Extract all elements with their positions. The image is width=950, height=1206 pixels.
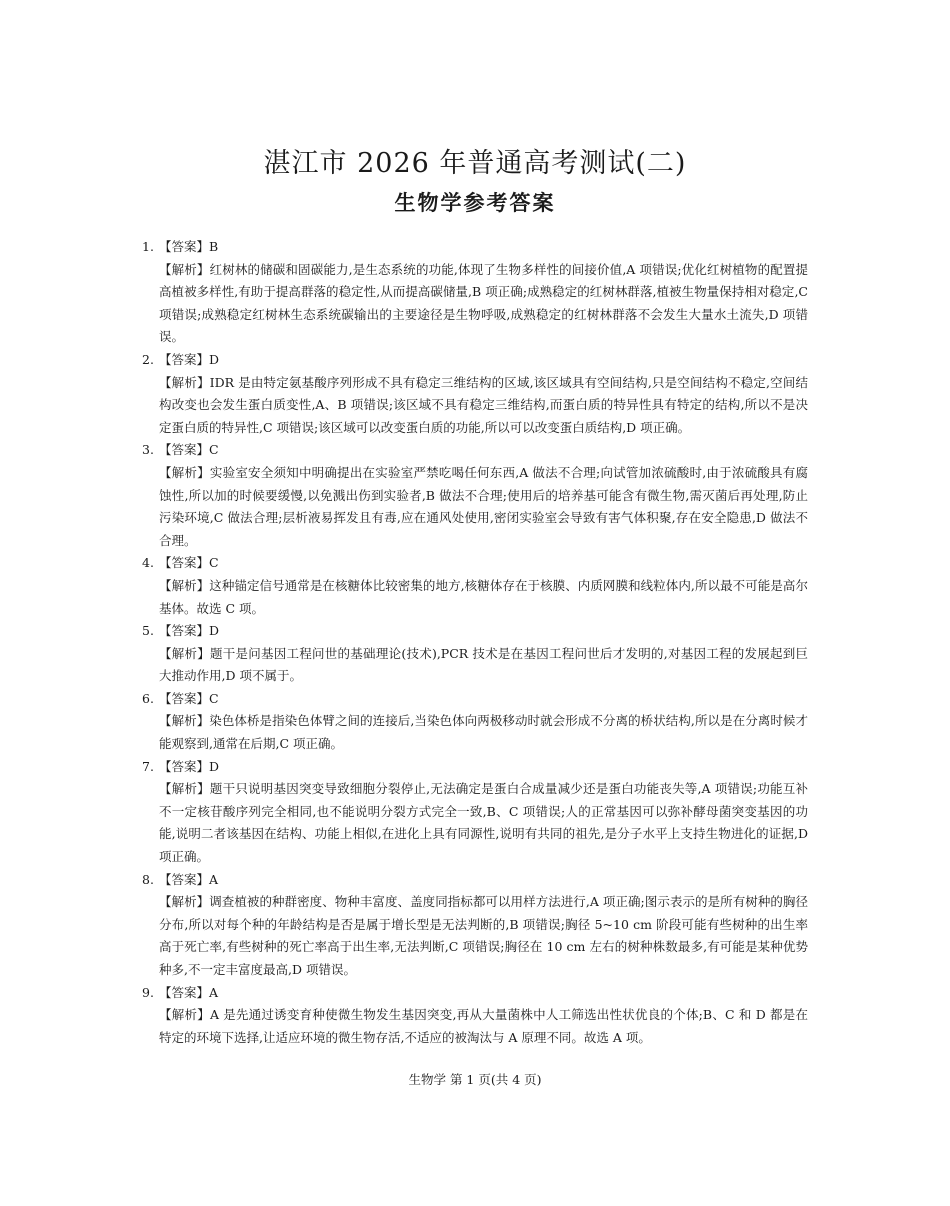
answer-text: 【答案】D bbox=[159, 623, 220, 639]
question-number: 5. bbox=[142, 623, 154, 639]
answer-text: 【答案】A bbox=[159, 871, 219, 887]
question-item-9 bbox=[142, 982, 808, 1050]
page-title: 湛江市 2026 年普通高考测试(二) bbox=[263, 148, 687, 179]
question-item-6 bbox=[142, 688, 808, 756]
question-item-2 bbox=[142, 349, 808, 439]
question-answer-list bbox=[142, 236, 808, 1049]
question-item-1 bbox=[142, 236, 808, 349]
question-item-4 bbox=[142, 552, 808, 620]
question-number: 1. bbox=[142, 239, 154, 254]
question-item-7 bbox=[142, 756, 808, 869]
answer-text: 【答案】C bbox=[159, 442, 219, 458]
question-item-8 bbox=[142, 869, 808, 982]
analysis-text: 【解析】题干只说明基因突变导致细胞分裂停止,无法确定是蛋白合成量减少还是蛋白功能丧失等,A 项错误;功能互补不一定核苷酸序列完全相同,也不能说明分裂方式完全一致,B、C 项错误;人的正常基因可以弥补酵母菌突变基因的功能,说明二者该基因在结构、功能上相似,在进化上具有同源性,说明有共同的祖先,是分子水平上支持生物进化的证据,D 项正确。 bbox=[159, 781, 808, 865]
analysis-text: 【解析】这种锚定信号通常是在核糖体比较密集的地方,核糖体存在于核膜、内质网膜和线粒体内,所以最不可能是高尔基体。故选 C 项。 bbox=[159, 577, 808, 616]
answer-text: 【答案】A bbox=[159, 984, 219, 1000]
page-subtitle: 生物学参考答案 bbox=[394, 191, 556, 215]
question-number: 7. bbox=[142, 758, 154, 774]
question-number: 6. bbox=[142, 690, 154, 706]
analysis-text: 【解析】IDR 是由特定氨基酸序列形成不具有稳定三维结构的区域,该区域具有空间结构,只是空间结构不稳定,空间结构改变也会发生蛋白质变性,A、B 项错误;该区域不具有稳定三维结构,而蛋白质的特异性具有特定的结构,所以不是决定蛋白质的特异性,C 项错误;该区域可以改变蛋白质的功能,所以可以改变蛋白质结构,D 项正确。 bbox=[159, 374, 808, 435]
question-number: 3. bbox=[142, 442, 154, 458]
analysis-text: 【解析】调查植被的种群密度、物种丰富度、盖度同指标都可以用样方法进行,A 项正确;图示表示的是所有树种的胸径分布,所以对每个种的年龄结构是否是属于增长型是无法判断的,B 项错误;胸径 5~10 cm 阶段可能有些树种的出生率高于死亡率,有些树种的死亡率高于出生率,无法判断,C 项错误;胸径在 10 cm 左右的树种株数最多,有可能是某种优势种多,不一定丰富度最高,D 项错误。 bbox=[159, 894, 808, 977]
question-number: 4. bbox=[142, 555, 154, 571]
answer-text: 【答案】C bbox=[159, 690, 219, 706]
analysis-text: 【解析】实验室安全须知中明确提出在实验室严禁吃喝任何东西,A 做法不合理;向试管加浓硫酸时,由于浓硫酸具有腐蚀性,所以加的时候要缓慢,以免溅出伤到实验者,B 做法不合理;使用后的培养基可能含有微生物,需灭菌后再处理,防止污染环境,C 做法合理;层析液易挥发且有毒,应在通风处使用,密闭实验室会导致有害气体积聚,存在安全隐患,D 做法不合理。 bbox=[159, 464, 808, 548]
answer-text: 【答案】B bbox=[159, 239, 219, 254]
question-number: 8. bbox=[142, 871, 154, 887]
page-footer: 生物学 第 1 页(共 4 页) bbox=[408, 1072, 542, 1087]
analysis-text: 【解析】染色体桥是指染色体臂之间的连接后,当染色体向两极移动时就会形成不分离的桥状结构,所以是在分离时候才能观察到,通常在后期,C 项正确。 bbox=[159, 713, 808, 752]
analysis-text: 【解析】题干是问基因工程问世的基础理论(技术),PCR 技术是在基因工程问世后才发明的,对基因工程的发展起到巨大推动作用,D 项不属于。 bbox=[159, 645, 808, 684]
question-number: 2. bbox=[142, 351, 154, 367]
answer-text: 【答案】C bbox=[159, 555, 219, 571]
question-number: 9. bbox=[142, 984, 154, 1000]
answer-text: 【答案】D bbox=[159, 351, 220, 367]
analysis-text: 【解析】A 是先通过诱变育种使微生物发生基因突变,再从大量菌株中人工筛选出性状优良的个体;B、C 和 D 都是在特定的环境下选择,让适应环境的微生物存活,不适应的被淘汰与 A 原理不同。故选 A 项。 bbox=[159, 1007, 808, 1045]
question-item-3 bbox=[142, 439, 808, 552]
question-item-5 bbox=[142, 620, 808, 688]
answer-text: 【答案】D bbox=[159, 758, 220, 774]
analysis-text: 【解析】红树林的储碳和固碳能力,是生态系统的功能,体现了生物多样性的间接价值,A 项错误;优化红树植物的配置提高植被多样性,有助于提高群落的稳定性,从而提高碳储量,B 项正确;成熟稳定的红树林群落,植被生物量保持相对稳定,C 项错误;成熟稳定红树林生态系统碳输出的主要途径是生物呼吸,成熟稳定的红树林群落不会发生大量水土流失,D 项错误。 bbox=[159, 261, 808, 345]
